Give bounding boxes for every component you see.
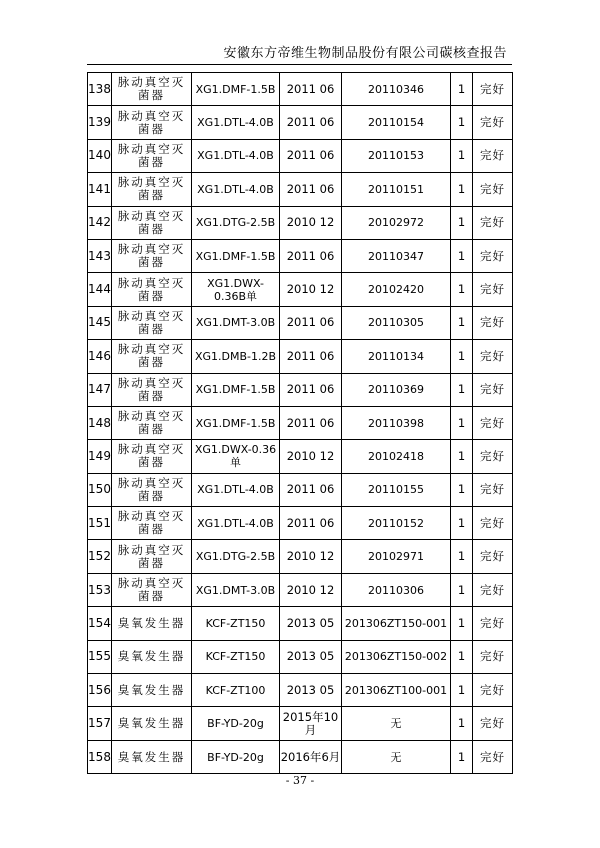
quantity: 1 (451, 340, 473, 373)
row-number: 142 (88, 206, 112, 239)
purchase-date: 2011 06 (280, 373, 342, 406)
row-number: 144 (88, 273, 112, 306)
row-number: 146 (88, 340, 112, 373)
purchase-date: 2011 06 (280, 473, 342, 506)
condition-status: 完好 (473, 139, 513, 172)
table-row (88, 607, 513, 640)
quantity: 1 (451, 607, 473, 640)
equipment-name: 臭氧发生器 (112, 674, 192, 707)
condition-status: 完好 (473, 106, 513, 139)
equipment-name: 脉动真空灭菌器 (112, 273, 192, 306)
purchase-date: 2016年6月 (280, 740, 342, 773)
equipment-name: 脉动真空灭菌器 (112, 306, 192, 339)
equipment-table (87, 72, 513, 774)
equipment-model: XG1.DWX-0.36单 (192, 440, 280, 473)
row-number: 138 (88, 73, 112, 106)
equipment-model: BF-YD-20g (192, 707, 280, 740)
purchase-date: 2011 06 (280, 507, 342, 540)
row-number: 148 (88, 406, 112, 439)
serial-number: 20110398 (342, 406, 451, 439)
row-number: 149 (88, 440, 112, 473)
table-row (88, 106, 513, 139)
table-row (88, 373, 513, 406)
condition-status: 完好 (473, 573, 513, 606)
row-number: 141 (88, 173, 112, 206)
serial-number: 20102418 (342, 440, 451, 473)
purchase-date: 2011 06 (280, 173, 342, 206)
serial-number: 20102972 (342, 206, 451, 239)
purchase-date: 2011 06 (280, 73, 342, 106)
condition-status: 完好 (473, 740, 513, 773)
purchase-date: 2010 12 (280, 573, 342, 606)
page-number: - 37 - (285, 774, 315, 787)
equipment-model: XG1.DTL-4.0B (192, 106, 280, 139)
equipment-model: XG1.DMT-3.0B (192, 306, 280, 339)
equipment-table-body (88, 73, 513, 774)
serial-number: 20110346 (342, 73, 451, 106)
condition-status: 完好 (473, 507, 513, 540)
quantity: 1 (451, 206, 473, 239)
quantity: 1 (451, 373, 473, 406)
purchase-date: 2015年10月 (280, 707, 342, 740)
table-row (88, 540, 513, 573)
table-row (88, 139, 513, 172)
equipment-model: XG1.DTL-4.0B (192, 507, 280, 540)
equipment-model: XG1.DMB-1.2B (192, 340, 280, 373)
purchase-date: 2011 06 (280, 340, 342, 373)
table-row (88, 674, 513, 707)
condition-status: 完好 (473, 640, 513, 673)
serial-number: 20102971 (342, 540, 451, 573)
equipment-name: 脉动真空灭菌器 (112, 106, 192, 139)
equipment-model: BF-YD-20g (192, 740, 280, 773)
table-row (88, 440, 513, 473)
equipment-model: XG1.DTL-4.0B (192, 473, 280, 506)
table-row (88, 406, 513, 439)
serial-number: 无 (342, 740, 451, 773)
quantity: 1 (451, 406, 473, 439)
purchase-date: 2010 12 (280, 540, 342, 573)
purchase-date: 2011 06 (280, 406, 342, 439)
serial-number: 20110153 (342, 139, 451, 172)
purchase-date: 2010 12 (280, 440, 342, 473)
purchase-date: 2013 05 (280, 640, 342, 673)
serial-number: 20110305 (342, 306, 451, 339)
row-number: 151 (88, 507, 112, 540)
condition-status: 完好 (473, 340, 513, 373)
serial-number: 201306ZT150-002 (342, 640, 451, 673)
serial-number: 201306ZT150-001 (342, 607, 451, 640)
equipment-name: 脉动真空灭菌器 (112, 373, 192, 406)
equipment-model: XG1.DMF-1.5B (192, 73, 280, 106)
row-number: 158 (88, 740, 112, 773)
equipment-model: XG1.DWX-0.36B单 (192, 273, 280, 306)
equipment-model: XG1.DMT-3.0B (192, 573, 280, 606)
serial-number: 20110347 (342, 239, 451, 272)
equipment-name: 脉动真空灭菌器 (112, 139, 192, 172)
condition-status: 完好 (473, 674, 513, 707)
table-row (88, 573, 513, 606)
equipment-model: XG1.DMF-1.5B (192, 239, 280, 272)
quantity: 1 (451, 73, 473, 106)
condition-status: 完好 (473, 607, 513, 640)
condition-status: 完好 (473, 306, 513, 339)
quantity: 1 (451, 640, 473, 673)
equipment-name: 脉动真空灭菌器 (112, 473, 192, 506)
equipment-name: 臭氧发生器 (112, 740, 192, 773)
equipment-model: XG1.DMF-1.5B (192, 406, 280, 439)
equipment-name: 脉动真空灭菌器 (112, 73, 192, 106)
serial-number: 20102420 (342, 273, 451, 306)
quantity: 1 (451, 306, 473, 339)
condition-status: 完好 (473, 273, 513, 306)
equipment-model: KCF-ZT150 (192, 607, 280, 640)
quantity: 1 (451, 507, 473, 540)
purchase-date: 2011 06 (280, 106, 342, 139)
equipment-model: XG1.DTL-4.0B (192, 139, 280, 172)
equipment-model: XG1.DTG-2.5B (192, 206, 280, 239)
quantity: 1 (451, 440, 473, 473)
serial-number: 20110155 (342, 473, 451, 506)
serial-number: 20110154 (342, 106, 451, 139)
quantity: 1 (451, 674, 473, 707)
table-row (88, 640, 513, 673)
equipment-name: 脉动真空灭菌器 (112, 406, 192, 439)
table-row (88, 707, 513, 740)
equipment-name: 脉动真空灭菌器 (112, 239, 192, 272)
equipment-name: 脉动真空灭菌器 (112, 540, 192, 573)
equipment-model: XG1.DTG-2.5B (192, 540, 280, 573)
equipment-name: 脉动真空灭菌器 (112, 573, 192, 606)
equipment-name: 脉动真空灭菌器 (112, 507, 192, 540)
condition-status: 完好 (473, 373, 513, 406)
quantity: 1 (451, 473, 473, 506)
serial-number: 20110151 (342, 173, 451, 206)
row-number: 145 (88, 306, 112, 339)
row-number: 155 (88, 640, 112, 673)
table-row (88, 340, 513, 373)
serial-number: 无 (342, 707, 451, 740)
purchase-date: 2011 06 (280, 306, 342, 339)
condition-status: 完好 (473, 540, 513, 573)
row-number: 143 (88, 239, 112, 272)
row-number: 154 (88, 607, 112, 640)
condition-status: 完好 (473, 707, 513, 740)
serial-number: 20110369 (342, 373, 451, 406)
row-number: 153 (88, 573, 112, 606)
purchase-date: 2013 05 (280, 607, 342, 640)
equipment-model: XG1.DMF-1.5B (192, 373, 280, 406)
quantity: 1 (451, 273, 473, 306)
row-number: 147 (88, 373, 112, 406)
row-number: 150 (88, 473, 112, 506)
condition-status: 完好 (473, 206, 513, 239)
equipment-name: 脉动真空灭菌器 (112, 440, 192, 473)
equipment-model: KCF-ZT100 (192, 674, 280, 707)
table-row (88, 239, 513, 272)
quantity: 1 (451, 740, 473, 773)
condition-status: 完好 (473, 73, 513, 106)
table-row (88, 273, 513, 306)
row-number: 139 (88, 106, 112, 139)
equipment-name: 脉动真空灭菌器 (112, 340, 192, 373)
equipment-name: 脉动真空灭菌器 (112, 173, 192, 206)
row-number: 157 (88, 707, 112, 740)
condition-status: 完好 (473, 173, 513, 206)
purchase-date: 2010 12 (280, 206, 342, 239)
header-divider (87, 64, 512, 65)
table-row (88, 473, 513, 506)
purchase-date: 2013 05 (280, 674, 342, 707)
quantity: 1 (451, 173, 473, 206)
table-row (88, 507, 513, 540)
quantity: 1 (451, 106, 473, 139)
condition-status: 完好 (473, 473, 513, 506)
condition-status: 完好 (473, 239, 513, 272)
serial-number: 20110134 (342, 340, 451, 373)
equipment-model: XG1.DTL-4.0B (192, 173, 280, 206)
report-title: 安徽东方帝维生物制品股份有限公司碳核查报告 (223, 46, 507, 61)
quantity: 1 (451, 707, 473, 740)
condition-status: 完好 (473, 406, 513, 439)
equipment-name: 臭氧发生器 (112, 640, 192, 673)
purchase-date: 2011 06 (280, 239, 342, 272)
table-row (88, 73, 513, 106)
purchase-date: 2011 06 (280, 139, 342, 172)
table-row (88, 740, 513, 773)
equipment-name: 臭氧发生器 (112, 607, 192, 640)
equipment-name: 脉动真空灭菌器 (112, 206, 192, 239)
quantity: 1 (451, 139, 473, 172)
serial-number: 20110152 (342, 507, 451, 540)
serial-number: 20110306 (342, 573, 451, 606)
table-row (88, 306, 513, 339)
table-row (88, 206, 513, 239)
purchase-date: 2010 12 (280, 273, 342, 306)
quantity: 1 (451, 540, 473, 573)
serial-number: 201306ZT100-001 (342, 674, 451, 707)
row-number: 140 (88, 139, 112, 172)
row-number: 156 (88, 674, 112, 707)
condition-status: 完好 (473, 440, 513, 473)
row-number: 152 (88, 540, 112, 573)
equipment-name: 臭氧发生器 (112, 707, 192, 740)
equipment-model: KCF-ZT150 (192, 640, 280, 673)
quantity: 1 (451, 239, 473, 272)
quantity: 1 (451, 573, 473, 606)
table-row (88, 173, 513, 206)
